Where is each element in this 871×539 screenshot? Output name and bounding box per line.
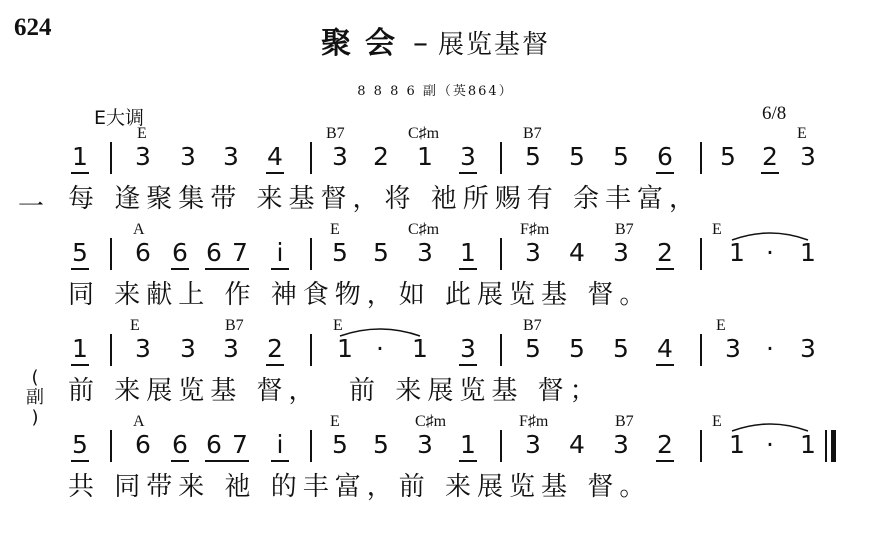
- note: 1: [412, 334, 428, 363]
- note: 3: [460, 334, 476, 363]
- time-signature: 6/8: [762, 103, 787, 124]
- chord-symbol: B7: [615, 221, 634, 238]
- title-sub: 展览基督: [437, 30, 550, 60]
- note: 5: [569, 142, 585, 171]
- note: ·: [376, 334, 384, 363]
- chord-symbol: C♯m: [415, 413, 447, 430]
- note: 1: [72, 142, 88, 171]
- note: 5: [613, 334, 629, 363]
- title-dash: –: [412, 26, 430, 61]
- note: ·: [766, 238, 774, 267]
- chord-symbol: E: [333, 317, 343, 334]
- note: 4: [267, 142, 283, 171]
- chord-symbol: C♯m: [408, 221, 440, 238]
- note: 3: [135, 334, 151, 363]
- note: 3: [417, 238, 433, 267]
- note: 6: [135, 430, 151, 459]
- verse-number: 一: [18, 192, 45, 222]
- lyric-line: 同 来献上 作 神食物，如 此展览基 督。: [68, 280, 652, 310]
- chord-symbol: A: [133, 413, 145, 430]
- note: 2: [267, 334, 283, 363]
- key-signature: E大调: [94, 107, 145, 129]
- meter-line: 8 8 8 6 副（英864）: [357, 84, 514, 99]
- tie-arc: [732, 424, 808, 431]
- note: 3: [332, 142, 348, 171]
- note: 4: [569, 430, 585, 459]
- note: 5: [332, 238, 348, 267]
- note: 1: [337, 334, 353, 363]
- note: 5: [332, 430, 348, 459]
- chord-symbol: B7: [523, 317, 542, 334]
- note: i: [276, 430, 284, 459]
- chord-symbol: E: [137, 125, 147, 142]
- note: 7: [232, 430, 248, 459]
- note: 3: [613, 430, 629, 459]
- note: 5: [613, 142, 629, 171]
- lyric-line: 前 来展览基 督， 前 来展览基 督；: [68, 376, 602, 406]
- note: 1: [729, 430, 745, 459]
- note: 4: [569, 238, 585, 267]
- note: 1: [72, 334, 88, 363]
- note: 2: [762, 142, 778, 171]
- chord-symbol: E: [130, 317, 140, 334]
- note: 5: [72, 430, 88, 459]
- chord-symbol: F♯m: [519, 413, 549, 430]
- note: 6: [657, 142, 673, 171]
- chord-symbol: A: [133, 221, 145, 238]
- note: 3: [613, 238, 629, 267]
- chord-symbol: E: [330, 413, 340, 430]
- note: 3: [525, 238, 541, 267]
- note: 6: [206, 238, 222, 267]
- note: 6: [135, 238, 151, 267]
- note: 5: [373, 238, 389, 267]
- lyric-line: 共 同带来 祂 的丰富，前 来展览基 督。: [68, 472, 652, 502]
- note: 2: [373, 142, 389, 171]
- note: 3: [725, 334, 741, 363]
- note: 3: [223, 334, 239, 363]
- chorus-mark: ( 副 ): [26, 367, 44, 428]
- chord-symbol: F♯m: [520, 221, 550, 238]
- note: 1: [460, 430, 476, 459]
- note: 3: [223, 142, 239, 171]
- note: 1: [417, 142, 433, 171]
- note: 3: [525, 430, 541, 459]
- note: 2: [657, 238, 673, 267]
- note: 5: [72, 238, 88, 267]
- note: 3: [800, 334, 816, 363]
- note: 1: [800, 430, 816, 459]
- chord-symbol: E: [712, 221, 722, 238]
- note: i: [276, 238, 284, 267]
- tie-arc: [732, 233, 808, 240]
- note: ·: [766, 430, 774, 459]
- note: 3: [800, 142, 816, 171]
- note: 2: [657, 430, 673, 459]
- note: 5: [525, 142, 541, 171]
- chord-symbol: B7: [523, 125, 542, 142]
- note: ·: [766, 334, 774, 363]
- note: 4: [657, 334, 673, 363]
- note: 5: [720, 142, 736, 171]
- note: 5: [525, 334, 541, 363]
- tie-arc: [340, 329, 420, 336]
- note: 3: [180, 142, 196, 171]
- note: 5: [373, 430, 389, 459]
- note: 3: [460, 142, 476, 171]
- note: 3: [180, 334, 196, 363]
- note: 3: [417, 430, 433, 459]
- chord-symbol: E: [712, 413, 722, 430]
- note: 1: [460, 238, 476, 267]
- chord-symbol: B7: [326, 125, 345, 142]
- note: 7: [232, 238, 248, 267]
- chorus-label: 副: [26, 387, 44, 408]
- note: 1: [800, 238, 816, 267]
- note: 6: [172, 430, 188, 459]
- chord-symbol: E: [797, 125, 807, 142]
- note: 3: [135, 142, 151, 171]
- note: 5: [569, 334, 585, 363]
- note: 1: [729, 238, 745, 267]
- chord-symbol: B7: [225, 317, 244, 334]
- title-main: 聚会: [320, 26, 409, 61]
- hymn-number: 624: [14, 14, 52, 41]
- chord-symbol: B7: [615, 413, 634, 430]
- note: 6: [206, 430, 222, 459]
- lyric-line: 每 逢聚集带 来基督，将 祂所赐有 余丰富，: [68, 184, 702, 214]
- chord-symbol: E: [716, 317, 726, 334]
- note: 6: [172, 238, 188, 267]
- chord-symbol: E: [330, 221, 340, 238]
- chord-symbol: C♯m: [408, 125, 440, 142]
